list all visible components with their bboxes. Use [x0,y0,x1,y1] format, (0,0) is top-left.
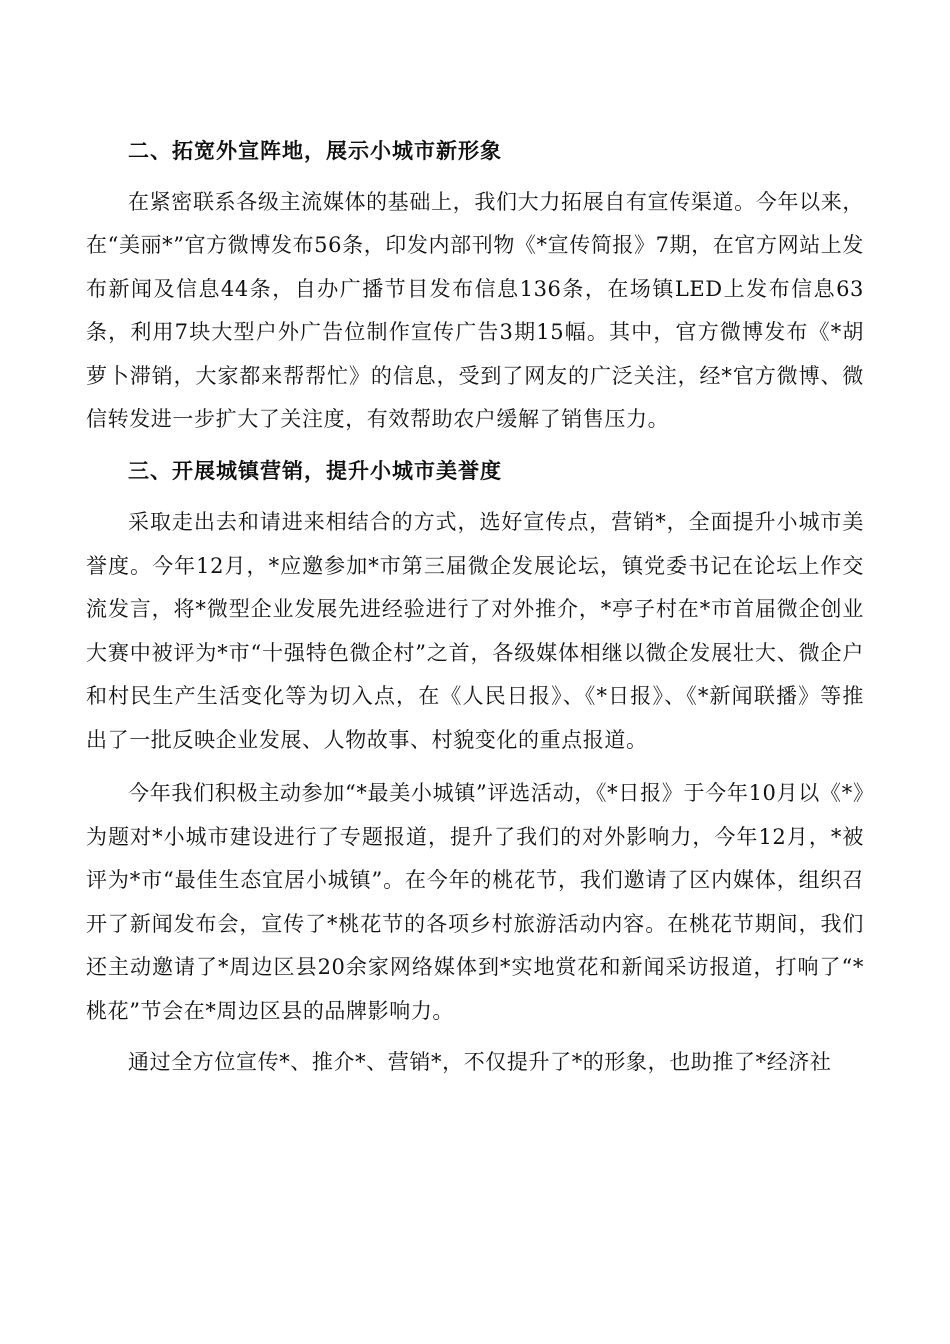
section-heading-2: 二、拓宽外宣阵地，展示小城市新形象 [128,139,502,163]
section-heading-3: 三、开展城镇营销，提升小城市美誉度 [128,458,502,483]
paragraph: 采取走出去和请进来相结合的方式，选好宣传点，营销*，全面提升小城市美誉度。今年12月，*应邀参加*市第三届微企发展论坛，镇党委书记在论坛上作交流发言，将*微型企业发展先进经验进行了对外推介，*亭子村在*市首届微企创业大赛中被评为*市“十强特色微企村”之首，各级媒体相继以微企发展壮大、微企户和村民生产生活变化等为切入点，在《人民日报》、《*日报》、《*新闻联播》等推出了一批反映企业发展、人物故事、村貌变化的重点报道。 [86,510,864,752]
paragraph: 在紧密联系各级主流媒体的基础上，我们大力拓展自有宣传渠道。今年以来，在“美丽*”官方微博发布56条，印发内部刊物《*宣传简报》7期，在官方网站上发布新闻及信息44条，自办广播节目发布信息136条，在场镇LED上发布信息63条，利用7块大型户外广告位制作宣传广告3期15幅。其中，官方微博发布《*胡萝卜滞销，大家都来帮帮忙》的信息，受到了网友的广泛关注，经*官方微博、微信转发进一步扩大了关注度，有效帮助农户缓解了销售压力。 [86,189,864,431]
paragraph: 今年我们积极主动参加“*最美小城镇”评选活动，《*日报》于今年10月以《*》为题对*小城市建设进行了专题报道，提升了我们的对外影响力，今年12月，*被评为*市“最佳生态宜居小城镇”。在今年的桃花节，我们邀请了区内媒体，组织召开了新闻发布会，宣传了*桃花节的各项乡村旅游活动内容。在桃花节期间，我们还主动邀请了*周边区县20余家网络媒体到*实地赏花和新闻采访报道，打响了“*桃花”节会在*周边区县的品牌影响力。 [86,781,864,1023]
paragraph: 通过全方位宣传*、推介*、营销*，不仅提升了*的形象，也助推了*经济社 [128,1050,832,1074]
document-page [86,130,864,1085]
